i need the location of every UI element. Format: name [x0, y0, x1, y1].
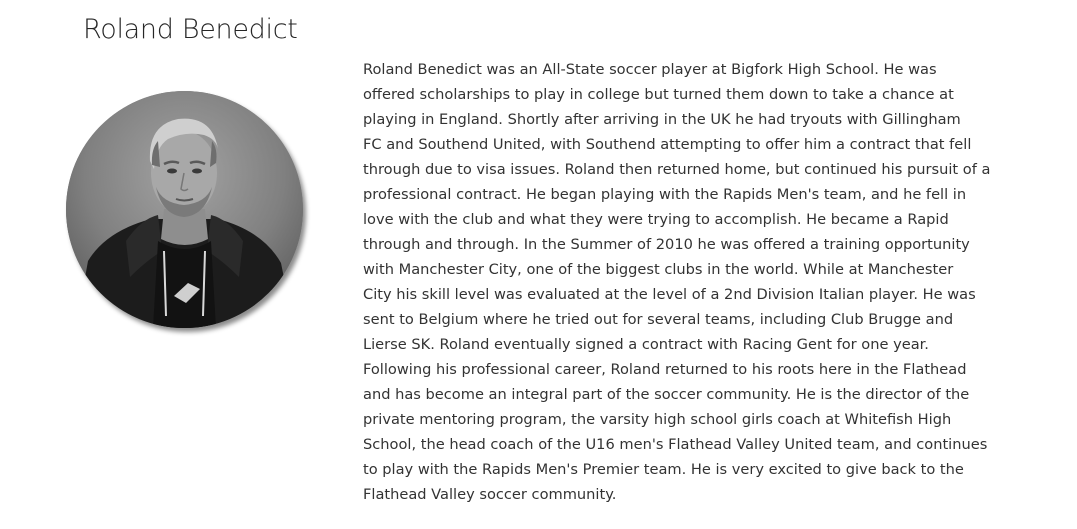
bio-line: Flathead Valley soccer community. [363, 486, 617, 503]
profile-photo [66, 91, 303, 328]
bio-line: School, the head coach of the U16 men's Flathead Valley United team, and continues [363, 436, 988, 453]
bio-line: City his skill level was evaluated at the level of a 2nd Division Italian player. He was [363, 286, 976, 303]
bio-line: sent to Belgium where he tried out for several teams, including Club Brugge and [363, 311, 954, 328]
bio-line: Roland Benedict was an All-State soccer player at Bigfork High School. He was [363, 61, 937, 78]
bio-line: to play with the Rapids Men's Premier team. He is very excited to give back to the [363, 461, 964, 478]
bio-line: playing in England. Shortly after arriving in the UK he had tryouts with Gillingham [363, 111, 961, 128]
portrait-illustration [66, 91, 303, 328]
bio-line: love with the club and what they were trying to accomplish. He became a Rapid [363, 211, 949, 228]
bio-text [363, 57, 993, 507]
bio-line: offered scholarships to play in college but turned them down to take a chance at [363, 86, 954, 103]
bio-line: and has become an integral part of the soccer community. He is the director of the [363, 386, 970, 403]
page-title: Roland Benedict [83, 14, 298, 45]
bio-line: professional contract. He began playing with the Rapids Men's team, and he fell in [363, 186, 967, 203]
bio-line: through and through. In the Summer of 2010 he was offered a training opportunity [363, 236, 970, 253]
bio-line: private mentoring program, the varsity high school girls coach at Whitefish High [363, 411, 952, 428]
bio-line: with Manchester City, one of the biggest clubs in the world. While at Manchester [363, 261, 954, 278]
bio-line: through due to visa issues. Roland then returned home, but continued his pursuit of a [363, 161, 991, 178]
bio-line: Lierse SK. Roland eventually signed a contract with Racing Gent for one year. [363, 336, 929, 353]
bio-line: FC and Southend United, with Southend attempting to offer him a contract that fell [363, 136, 972, 153]
bio-line: Following his professional career, Roland returned to his roots here in the Flathead [363, 361, 967, 378]
